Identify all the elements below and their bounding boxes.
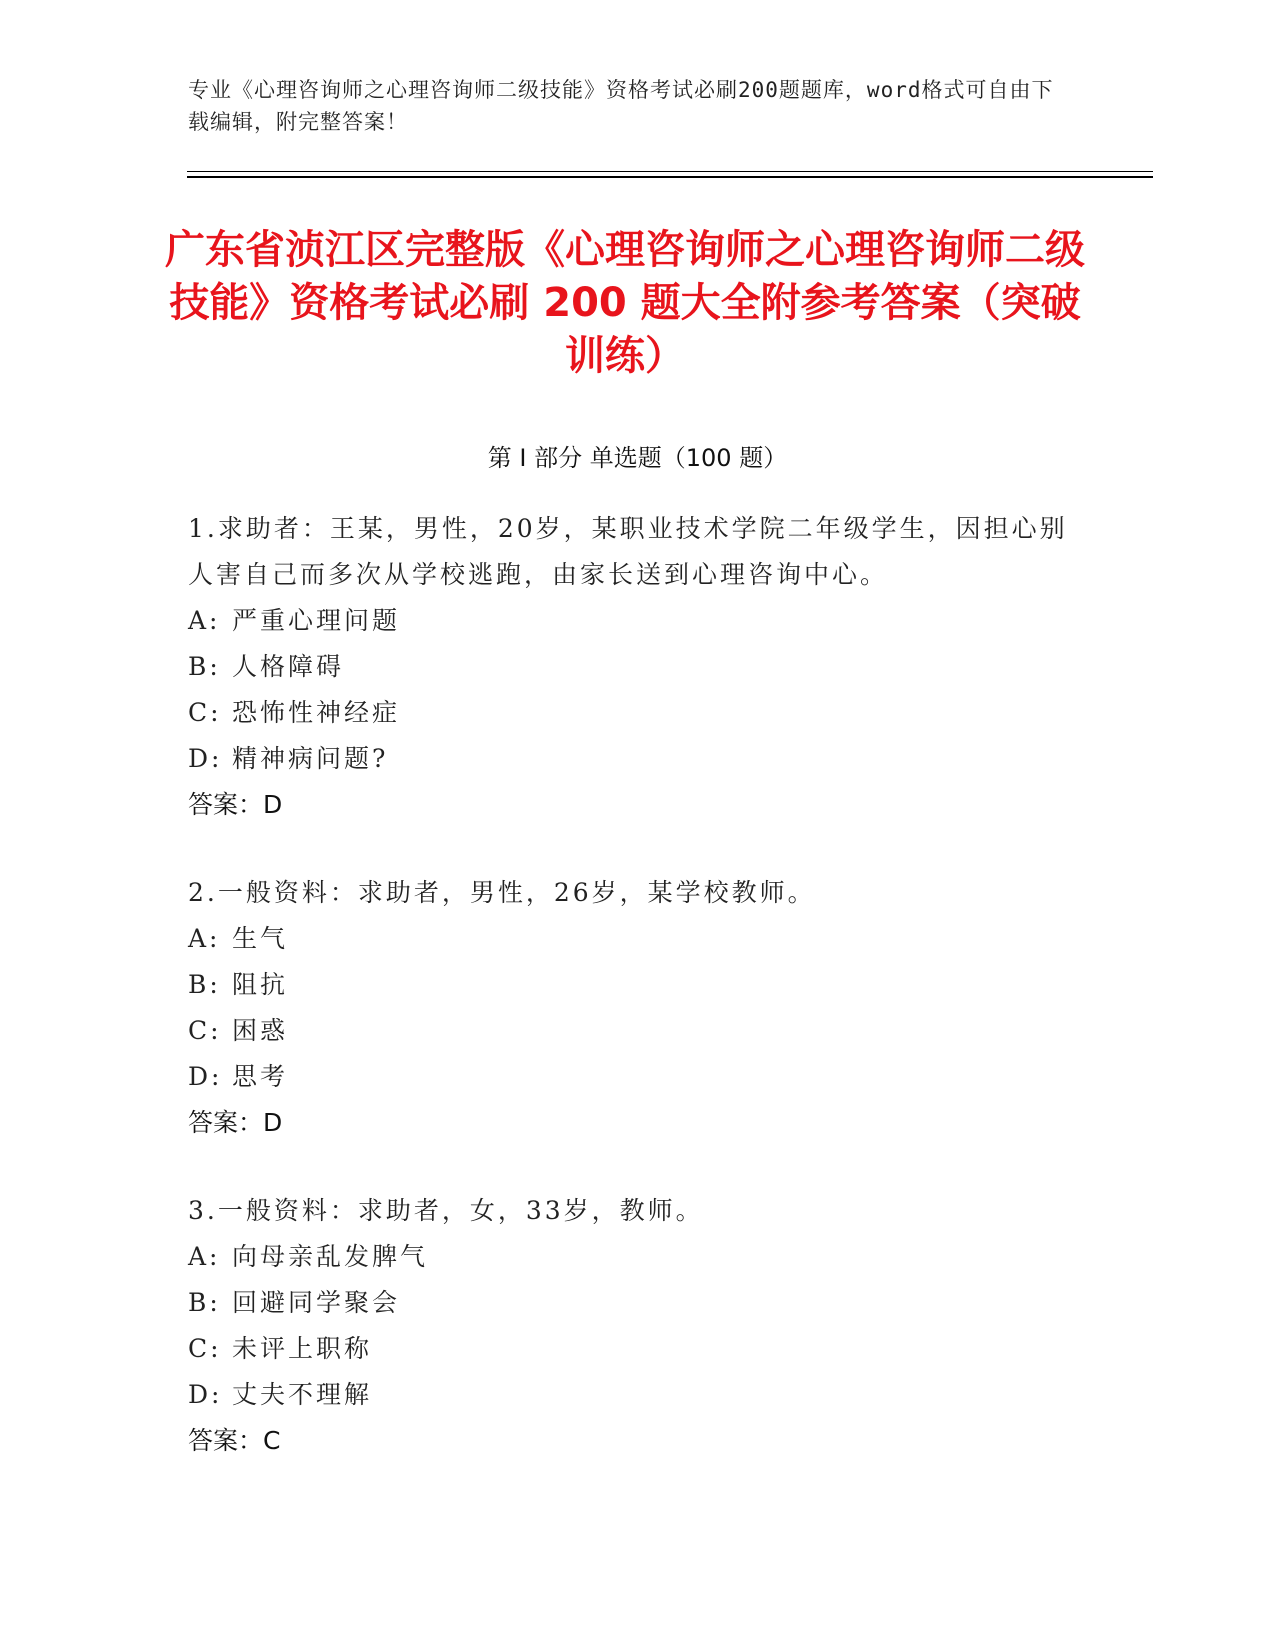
option-c <box>188 1008 1078 1054</box>
answer-line: 答案：C <box>188 1426 281 1455</box>
option-text: 严重心理问题 <box>232 606 401 635</box>
option-d <box>188 736 1078 782</box>
header-divider-bottom <box>187 176 1153 178</box>
option-a <box>188 1234 1078 1280</box>
option-key: B: <box>188 970 221 999</box>
option-c <box>188 1326 1078 1372</box>
header-note: 专业《心理咨询师之心理咨询师二级技能》资格考试必刷200题题库，word格式可自由下载编辑，附完整答案！ <box>188 78 1054 134</box>
option-a <box>188 598 1078 644</box>
option-text: 未评上职称 <box>232 1334 373 1363</box>
option-text: 丈夫不理解 <box>232 1380 373 1409</box>
option-key: C: <box>188 698 222 727</box>
document-title: 广东省浈江区完整版《心理咨询师之心理咨询师二级技能》资格考试必刷 200 题大全附参考答案（突破训练） <box>165 227 1085 379</box>
option-text: 思考 <box>232 1062 289 1091</box>
header-divider-top <box>187 171 1153 172</box>
option-text: 困惑 <box>232 1016 289 1045</box>
question-stem: 2.一般资料：求助者，男性，26岁，某学校教师。 <box>188 878 816 907</box>
option-text: 向母亲乱发脾气 <box>232 1242 429 1271</box>
option-key: B: <box>188 652 221 681</box>
option-c <box>188 690 1078 736</box>
option-text: 人格障碍 <box>232 652 345 681</box>
option-b <box>188 962 1078 1008</box>
option-key: D: <box>188 1380 223 1409</box>
option-b <box>188 644 1078 690</box>
option-b <box>188 1280 1078 1326</box>
question-2 <box>188 870 1078 1146</box>
question-stem: 3.一般资料：求助者，女，33岁，教师。 <box>188 1196 704 1225</box>
option-key: C: <box>188 1334 222 1363</box>
option-key: C: <box>188 1016 222 1045</box>
option-a <box>188 916 1078 962</box>
section-title: 第 I 部分 单选题（100 题） <box>487 444 788 472</box>
option-text: 恐怖性神经症 <box>232 698 401 727</box>
option-text: 阻抗 <box>232 970 289 999</box>
option-key: A: <box>188 1242 221 1271</box>
question-3 <box>188 1188 1078 1464</box>
option-text: 回避同学聚会 <box>232 1288 401 1317</box>
answer-line: 答案：D <box>188 790 283 819</box>
option-key: D: <box>188 1062 223 1091</box>
option-text: 生气 <box>232 924 289 953</box>
answer-line: 答案：D <box>188 1108 283 1137</box>
option-text: 精神病问题? <box>232 744 389 773</box>
option-d <box>188 1054 1078 1100</box>
option-key: B: <box>188 1288 221 1317</box>
question-stem: 1.求助者：王某，男性，20岁，某职业技术学院二年级学生，因担心别人害自己而多次从学校逃跑，由家长送到心理咨询中心。 <box>188 514 1068 589</box>
option-d <box>188 1372 1078 1418</box>
option-key: A: <box>188 606 221 635</box>
question-1 <box>188 506 1078 828</box>
option-key: D: <box>188 744 223 773</box>
option-key: A: <box>188 924 221 953</box>
